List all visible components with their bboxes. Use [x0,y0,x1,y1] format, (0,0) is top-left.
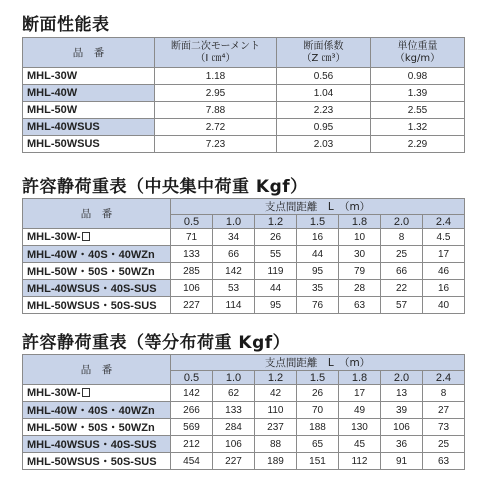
header-span-distance: 支点間距離 L （m） [171,199,465,215]
load-value: 44 [297,246,339,263]
load-value: 8 [381,229,423,246]
distance-header: 2.0 [381,215,423,229]
distance-header: 2.4 [423,215,465,229]
product-name-text: MHL-30W- [27,387,81,399]
center-load-table [22,198,465,314]
product-name-text: MHL-40WSUS・40S-SUS [27,283,157,295]
load-value: 119 [255,263,297,280]
product-name-text: MHL-40W・40S・40WZn [27,249,155,261]
load-value: 57 [381,297,423,314]
table-row [23,246,465,263]
load-value: 26 [297,385,339,402]
distributed-load-table [22,354,465,470]
load-value: 39 [381,402,423,419]
load-value: 237 [255,419,297,436]
load-value: 16 [297,229,339,246]
table-row [23,68,465,85]
product-name-text: MHL-40W・40S・40WZn [27,405,155,417]
product-name [23,385,171,402]
load-value: 55 [255,246,297,263]
load-value: 106 [213,436,255,453]
cell-weight: 1.39 [371,85,465,102]
table-row [23,85,465,102]
distance-header: 1.0 [213,215,255,229]
load-value: 266 [171,402,213,419]
product-name [23,297,171,314]
load-value: 45 [339,436,381,453]
load-value: 40 [423,297,465,314]
product-name: MHL-50W [23,102,155,119]
cell-moment: 1.18 [155,68,277,85]
distance-header: 1.5 [297,215,339,229]
distance-header: 0.5 [171,215,213,229]
load-value: 188 [297,419,339,436]
product-name [23,246,171,263]
section-title-distributed-load: 許容静荷重表（等分布荷重 Kgf） [22,333,291,353]
table-row [23,453,465,470]
distance-header: 1.0 [213,371,255,385]
header-span-distance: 支点間距離 L （m） [171,355,465,371]
product-name [23,229,171,246]
load-value: 88 [255,436,297,453]
cell-moment: 2.72 [155,119,277,136]
load-value: 106 [171,280,213,297]
load-value: 110 [255,402,297,419]
blank-box-icon [82,388,90,397]
load-value: 569 [171,419,213,436]
load-value: 151 [297,453,339,470]
product-name-text: MHL-50W・50S・50WZn [27,266,155,278]
load-value: 79 [339,263,381,280]
table-row [23,229,465,246]
load-value: 106 [381,419,423,436]
load-value: 4.5 [423,229,465,246]
load-value: 76 [297,297,339,314]
distance-header: 2.4 [423,371,465,385]
cell-coef: 0.56 [277,68,371,85]
load-value: 91 [381,453,423,470]
load-value: 227 [213,453,255,470]
distance-header: 1.8 [339,371,381,385]
distance-header: 0.5 [171,371,213,385]
load-value: 133 [213,402,255,419]
load-value: 95 [297,263,339,280]
header-section-coef: 断面係数 （Z ㎝³） [277,38,371,68]
load-value: 49 [339,402,381,419]
load-value: 25 [381,246,423,263]
product-name [23,419,171,436]
cell-weight: 0.98 [371,68,465,85]
load-value: 70 [297,402,339,419]
cell-weight: 2.55 [371,102,465,119]
load-value: 212 [171,436,213,453]
load-value: 142 [171,385,213,402]
distance-header: 1.2 [255,371,297,385]
load-value: 114 [213,297,255,314]
product-name-text: MHL-50WSUS・50S-SUS [27,300,157,312]
distance-header: 1.2 [255,215,297,229]
table-row [23,102,465,119]
load-value: 71 [171,229,213,246]
load-value: 227 [171,297,213,314]
cell-moment: 7.23 [155,136,277,153]
cell-coef: 0.95 [277,119,371,136]
load-value: 46 [423,263,465,280]
product-name: MHL-40WSUS [23,119,155,136]
table-row [23,385,465,402]
load-value: 8 [423,385,465,402]
load-value: 53 [213,280,255,297]
cell-weight: 1.32 [371,119,465,136]
load-value: 189 [255,453,297,470]
table-row [23,263,465,280]
load-value: 16 [423,280,465,297]
table-row [23,136,465,153]
header-product-name: 品 番 [23,38,155,68]
load-value: 66 [381,263,423,280]
load-value: 30 [339,246,381,263]
table-row [23,297,465,314]
load-value: 65 [297,436,339,453]
table-row [23,419,465,436]
load-value: 17 [423,246,465,263]
distance-header: 2.0 [381,371,423,385]
table-row [23,119,465,136]
header-product-name: 品 番 [23,355,171,385]
load-value: 42 [255,385,297,402]
table-row [23,280,465,297]
load-value: 454 [171,453,213,470]
load-value: 25 [423,436,465,453]
load-value: 26 [255,229,297,246]
load-value: 22 [381,280,423,297]
load-value: 28 [339,280,381,297]
load-value: 112 [339,453,381,470]
cell-moment: 7.88 [155,102,277,119]
load-value: 10 [339,229,381,246]
product-name [23,280,171,297]
product-name [23,453,171,470]
load-value: 44 [255,280,297,297]
load-value: 17 [339,385,381,402]
section-title-center-load: 許容静荷重表（中央集中荷重 Kgf） [22,177,308,197]
cell-coef: 2.23 [277,102,371,119]
cross-section-table [22,37,465,153]
cell-coef: 1.04 [277,85,371,102]
load-value: 133 [171,246,213,263]
load-value: 35 [297,280,339,297]
load-value: 95 [255,297,297,314]
cell-coef: 2.03 [277,136,371,153]
header-product-name: 品 番 [23,199,171,229]
distance-header: 1.5 [297,371,339,385]
distance-header: 1.8 [339,215,381,229]
cell-moment: 2.95 [155,85,277,102]
product-name [23,436,171,453]
product-name: MHL-50WSUS [23,136,155,153]
load-value: 142 [213,263,255,280]
load-value: 284 [213,419,255,436]
product-name [23,263,171,280]
product-name-text: MHL-50W・50S・50WZn [27,422,155,434]
product-name-text: MHL-50WSUS・50S-SUS [27,456,157,468]
load-value: 285 [171,263,213,280]
load-value: 63 [339,297,381,314]
product-name: MHL-30W [23,68,155,85]
table-row [23,402,465,419]
header-moment: 断面二次モーメント （I ㎝⁴） [155,38,277,68]
table-row [23,436,465,453]
header-unit-weight: 単位重量 （kg/m） [371,38,465,68]
load-value: 34 [213,229,255,246]
load-value: 62 [213,385,255,402]
load-value: 36 [381,436,423,453]
load-value: 130 [339,419,381,436]
load-value: 66 [213,246,255,263]
product-name-text: MHL-30W- [27,231,81,243]
section-title-cross-section: 断面性能表 [22,15,110,35]
product-name-text: MHL-40WSUS・40S-SUS [27,439,157,451]
load-value: 63 [423,453,465,470]
load-value: 27 [423,402,465,419]
product-name: MHL-40W [23,85,155,102]
load-value: 13 [381,385,423,402]
blank-box-icon [82,232,90,241]
load-value: 73 [423,419,465,436]
product-name [23,402,171,419]
cell-weight: 2.29 [371,136,465,153]
